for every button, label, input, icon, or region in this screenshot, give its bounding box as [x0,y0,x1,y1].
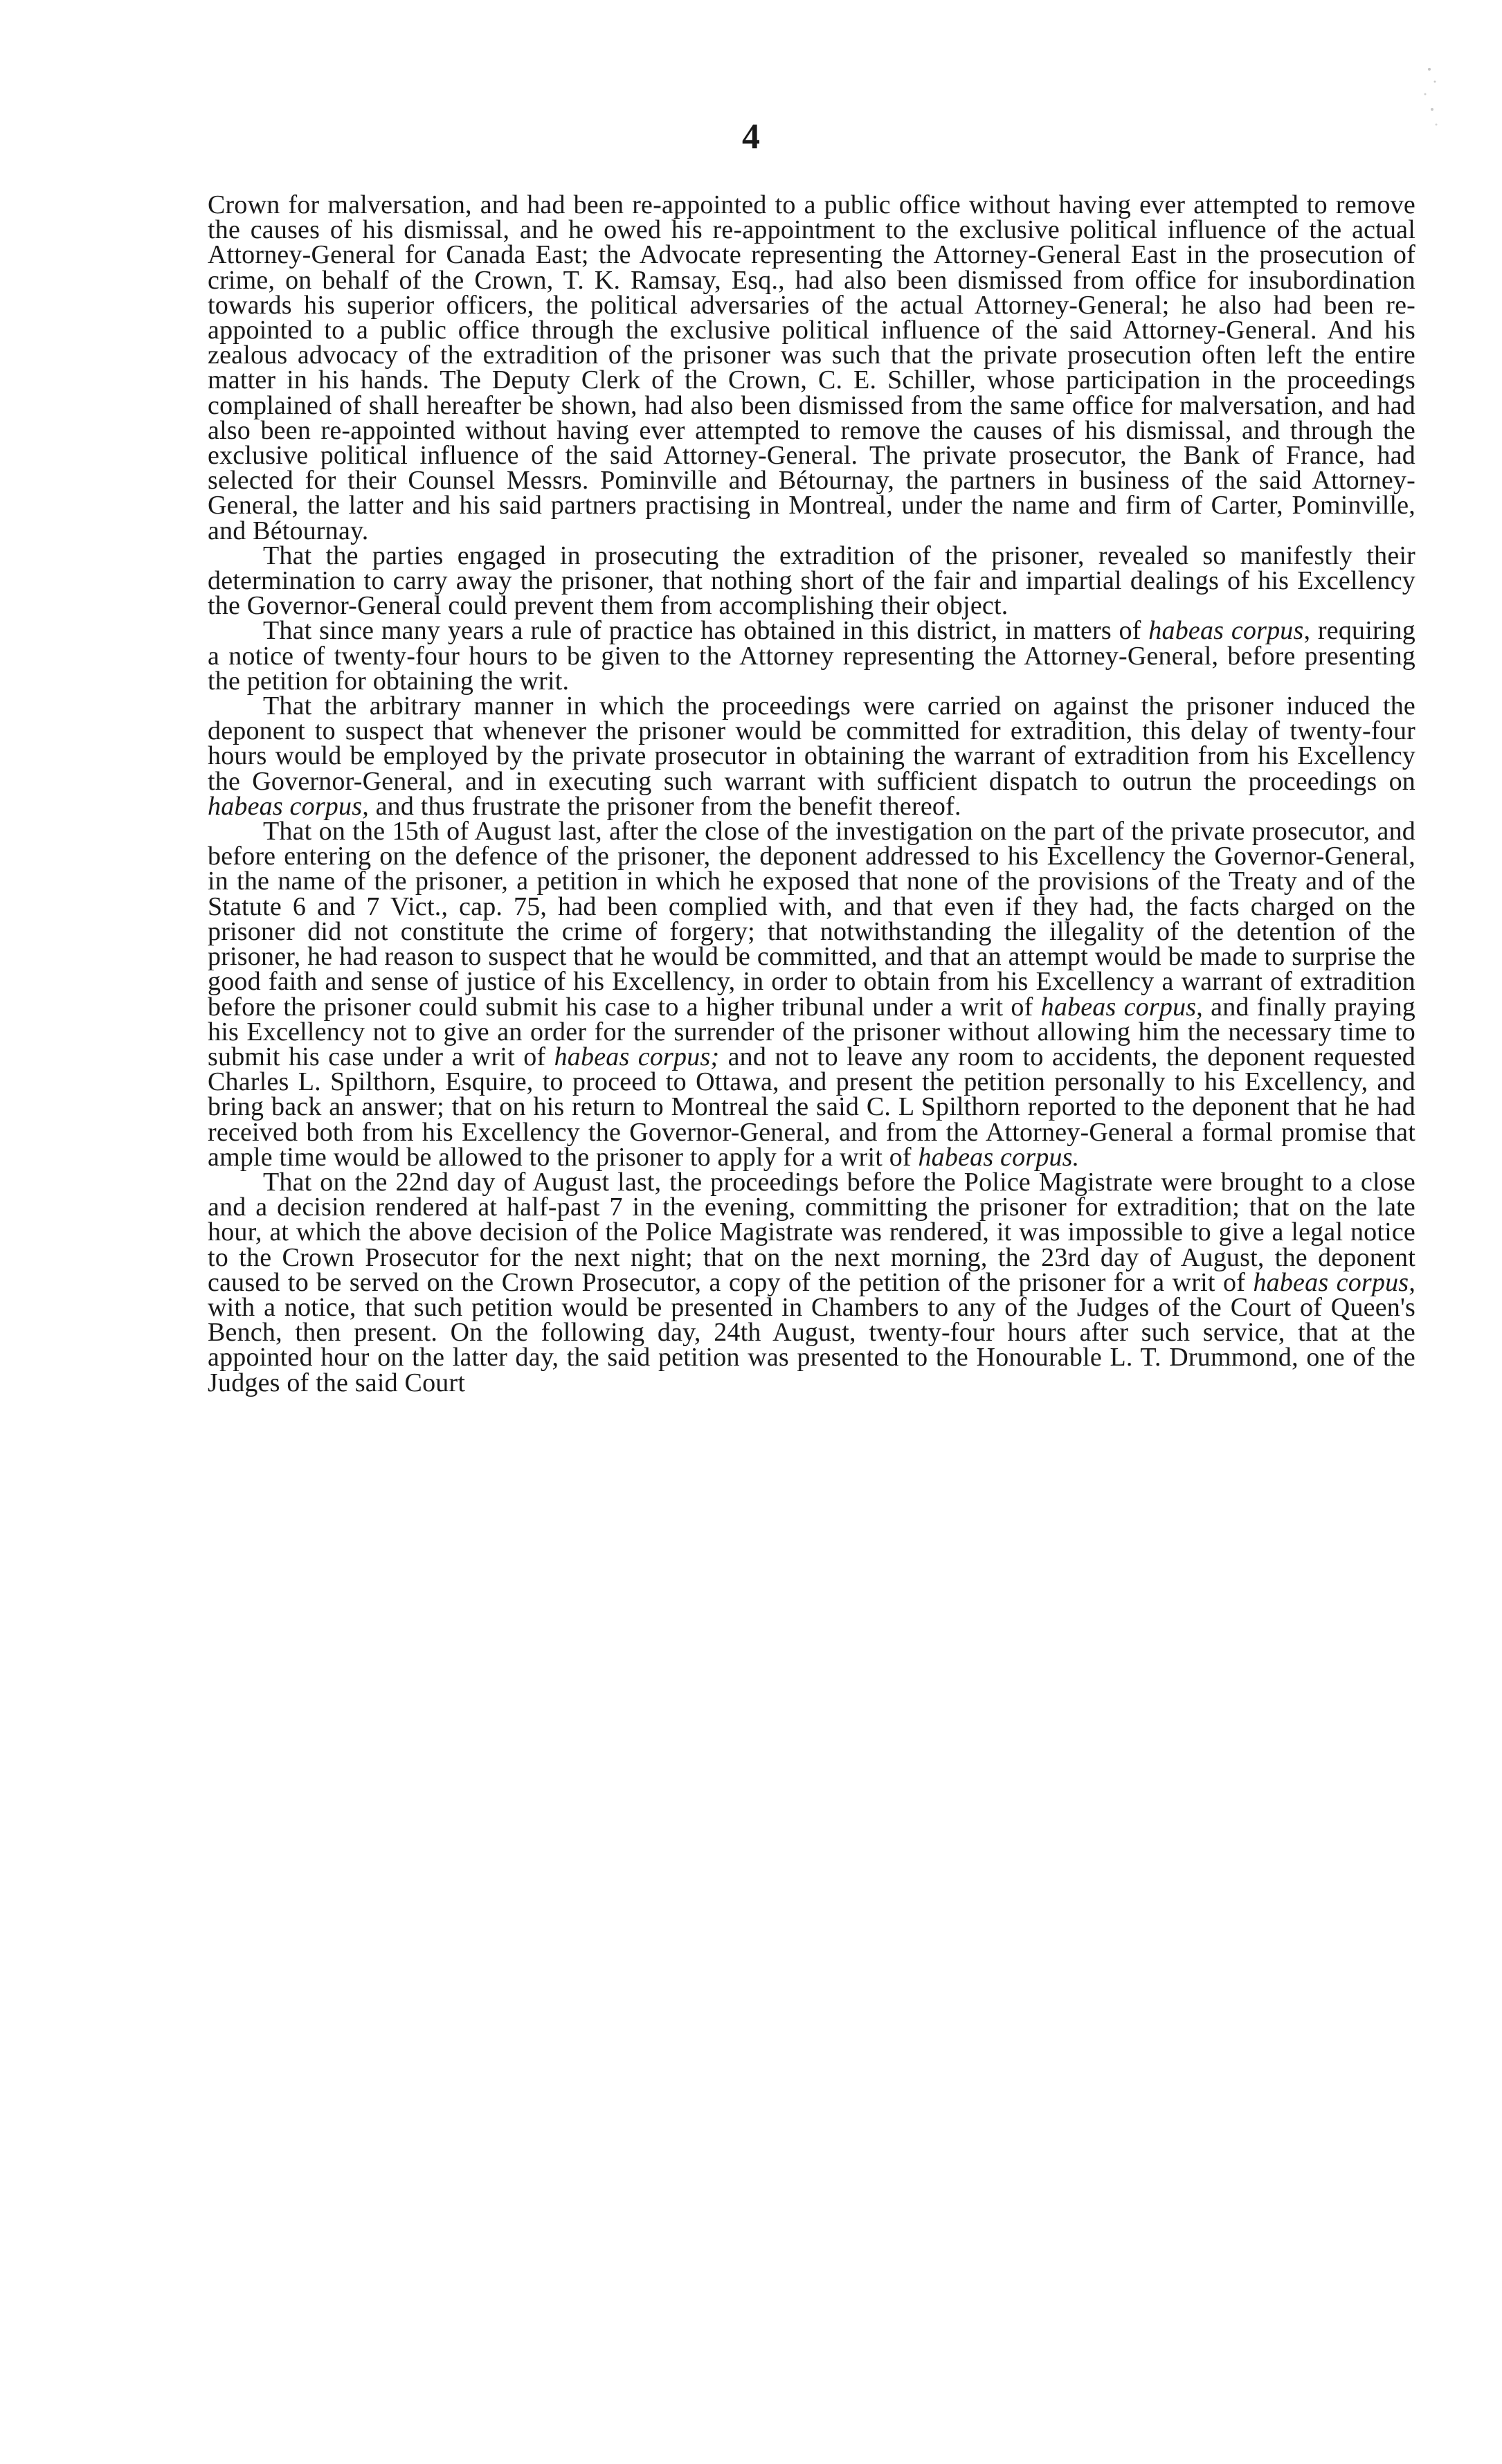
text-run: , and finally praying his Excellency not to give an order for the surrender of the prisoner without allowing him the necessary time to submit his case under a writ of [208,992,1415,1071]
paragraph-5 [208,819,1415,1170]
text-run: and thus frustrate the prisoner from the benefit thereof. [368,791,961,821]
paragraph-1 [208,192,1415,543]
italic-phrase: habeas corpus [1148,616,1304,646]
paragraph-6 [208,1167,1416,1397]
italic-phrase: habeas corpus; [554,1042,720,1071]
paragraph-3 [208,618,1415,694]
body-text [208,192,1415,1395]
italic-phrase: habeas corpus [1253,1267,1409,1297]
page-number: 4 [742,117,760,156]
italic-phrase: habeas corpus. [918,1142,1080,1172]
text-run: , requiring a notice of twenty-four hours to be given to the Attorney representing the Attorney-General, before presenting the petition for obtaining the writ. [208,616,1415,696]
paragraph-2 [208,543,1415,619]
text-run: and not to leave any room to accidents, the deponent requested Charles L. Spilthorn, Esquire, to proceed to Ottawa, and present the petition personally to his Excellency, and bring back an answer; that on his return to Montreal the said C. L Spilthorn reported to the deponent that he had received both from his Excellency the Governor-General, and from the Attorney-General a formal promise that ample time would be allowed to the prisoner to apply for a writ of [208,1042,1415,1172]
italic-phrase: habeas corpus [1040,992,1197,1022]
paragraph-4 [208,691,1415,821]
text-run: That the parties engaged in prosecuting the extradition of the prisoner, revealed so manifestly their determination to carry away the prisoner, that nothing short of the fair and impartial dealings of his Excellency the Governor-General could prevent them from accomplishing their object. [208,541,1415,621]
text-run: That the arbitrary manner in which the proceedings were carried on against the prisoner induced the deponent to suspect that whenever the prisoner would be committed for extradition, this delay of twenty-four hours would be employed by the private prosecutor in obtaining the warrant of extradition from his Excellency the Governor-General, and in executing such warrant with sufficient dispatch to outrun the proceedings on [208,691,1415,796]
text-run: That on the 22nd day of August last, the proceedings before the Police Magistrate were brought to a close and a decision rendered at half-past 7 in the evening, committing the prisoner for extradition; that on the late hour, at which the above decision of the Police Magistrate was rendered, it was impossible to give a legal notice to the Crown Prosecutor for the next night; that on the next morning, the 23rd day of August, the deponent caused to be served on the Crown Prosecutor, a copy of the petition of the prisoner for a writ of [208,1167,1415,1297]
print-speck-mark [1415,61,1442,137]
text-run: , with a notice, that such petition would be presented in Chambers to any of the Judges of the Court of Queen's Bench, then present. On the following day, 24th August, twenty-four hours after such service, that at the appointed hour on the latter day, the said petition was presented to the Honourable L. T. Drummond, one of the Judges of the said Court [208,1267,1416,1397]
text-run: Crown for malversation, and had been re-appointed to a public office without having ever attempted to remove the causes of his dismissal, and he owed his re-appointment to the exclusive political influence of the actual Attorney-General for Canada East; the Advocate representing the Attorney-General East in the prosecution of crime, on behalf of the Crown, T. K. Ramsay, Esq., had also been dismissed from office for insubordination towards his superior officers, the political adversaries of the actual Attorney-General; he also had been re-appointed to a public office through the exclusive political influence of the said Attorney-General. And his zealous advocacy of the extradition of the prisoner was such that the private prosecution often left the entire matter in his hands. The Deputy Clerk of the Crown, C. E. Schiller, whose participation in the proceedings complained of shall hereafter be shown, had also been dismissed from the same office for malversation, and had also been re-appointed without having ever attempted to remove the causes of his dismissal, and through the exclusive political influence of the said Attorney-General. The private prosecutor, the Bank of France, had selected for their Counsel Messrs. Pominville and Bétournay, the partners in business of the said Attorney-General, the latter and his said partners practising in Montreal, under the name and firm of Carter, Pominville, and Bétournay. [208,190,1415,545]
text-run: That since many years a rule of practice has obtained in this district, in matters of [263,616,1149,646]
text-run: That on the 15th of August last, after the close of the investigation on the part of the private prosecutor, and before entering on the defence of the prisoner, the deponent addressed to his Excellency the Governor-General, in the name of the prisoner, a petition in which he exposed that none of the provisions of the Treaty and of the Statute 6 and 7 Vict., cap. 75, had been complied with, and that even if they had, the facts charged on the prisoner did not constitute the crime of forgery; that notwithstanding the illegality of the detention of the prisoner, he had reason to suspect that he would be committed, and that an attempt would be made to surprise the good faith and sense of justice of his Excellency, in order to obtain from his Excellency a warrant of extradition before the prisoner could submit his case to a higher tribunal under a writ of [208,817,1415,1022]
italic-phrase: habeas corpus, [208,791,369,821]
